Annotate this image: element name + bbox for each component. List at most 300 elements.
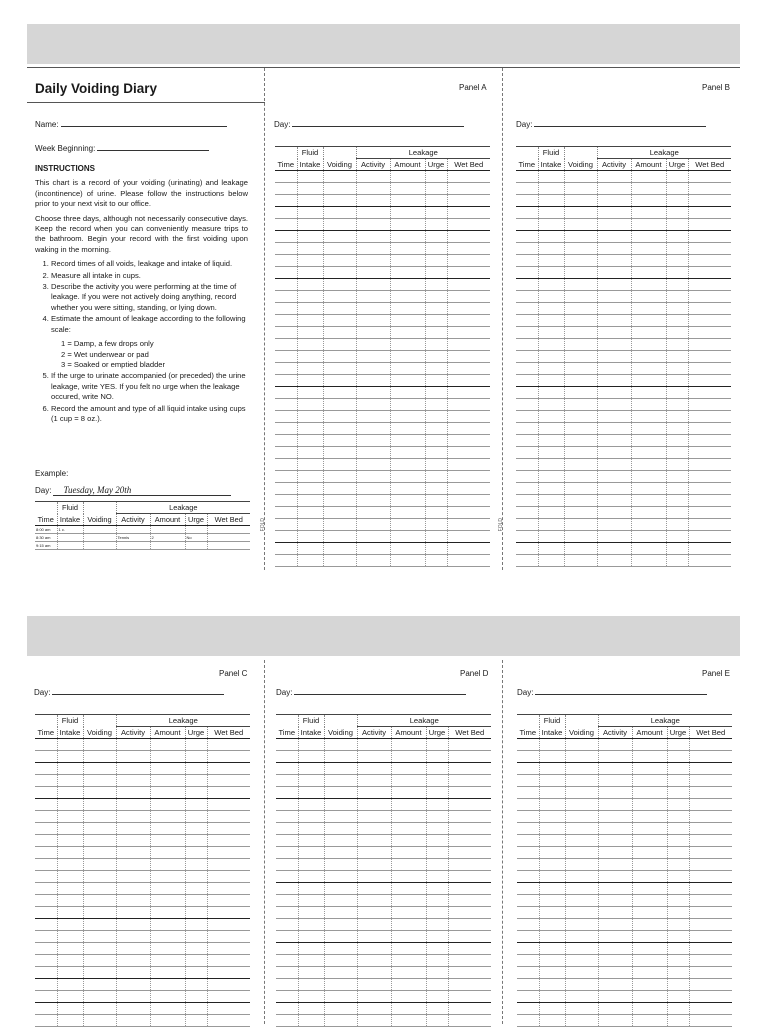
table-cell[interactable] — [298, 787, 324, 799]
table-cell[interactable] — [185, 739, 207, 751]
table-cell[interactable] — [564, 231, 597, 243]
table-cell[interactable] — [390, 483, 425, 495]
table-cell[interactable] — [597, 363, 631, 375]
table-cell[interactable] — [298, 859, 324, 871]
table-cell[interactable] — [597, 435, 631, 447]
table-cell[interactable] — [391, 1015, 426, 1027]
table-cell[interactable] — [538, 435, 564, 447]
table-cell[interactable] — [298, 835, 324, 847]
table-cell[interactable] — [564, 363, 597, 375]
table-cell[interactable] — [426, 883, 448, 895]
table-cell[interactable] — [298, 871, 324, 883]
table-cell[interactable] — [667, 1015, 689, 1027]
table-cell[interactable] — [83, 967, 116, 979]
table-cell[interactable] — [150, 979, 185, 991]
table-cell[interactable] — [631, 327, 666, 339]
table-cell[interactable] — [425, 519, 447, 531]
table-cell[interactable] — [356, 399, 390, 411]
table-cell[interactable] — [324, 871, 357, 883]
table-cell[interactable] — [631, 171, 666, 183]
table-cell[interactable] — [565, 943, 598, 955]
table-cell[interactable] — [688, 543, 731, 555]
table-cell[interactable] — [276, 967, 298, 979]
table-cell[interactable] — [667, 907, 689, 919]
table-cell[interactable] — [598, 991, 632, 1003]
table-cell[interactable] — [357, 907, 391, 919]
table-cell[interactable] — [116, 955, 150, 967]
table-cell[interactable] — [666, 291, 688, 303]
table-cell[interactable] — [516, 279, 538, 291]
table-cell[interactable] — [425, 279, 447, 291]
day-line[interactable] — [294, 694, 466, 695]
table-cell[interactable] — [632, 775, 667, 787]
table-cell[interactable] — [631, 339, 666, 351]
table-cell[interactable] — [448, 739, 491, 751]
table-cell[interactable] — [83, 931, 116, 943]
table-cell[interactable] — [323, 243, 356, 255]
table-cell[interactable] — [297, 471, 323, 483]
table-cell[interactable] — [631, 435, 666, 447]
table-cell[interactable] — [666, 471, 688, 483]
name-field[interactable] — [35, 120, 227, 129]
table-cell[interactable] — [426, 1015, 448, 1027]
table-cell[interactable] — [150, 847, 185, 859]
table-cell[interactable] — [390, 375, 425, 387]
table-cell[interactable] — [116, 787, 150, 799]
table-cell[interactable] — [598, 967, 632, 979]
table-cell[interactable] — [447, 423, 490, 435]
table-cell[interactable] — [564, 423, 597, 435]
table-cell[interactable] — [298, 907, 324, 919]
table-cell[interactable] — [298, 883, 324, 895]
table-cell[interactable] — [425, 315, 447, 327]
table-cell[interactable] — [631, 183, 666, 195]
table-cell[interactable] — [390, 195, 425, 207]
table-cell[interactable] — [391, 955, 426, 967]
table-cell[interactable] — [297, 219, 323, 231]
table-cell[interactable] — [666, 399, 688, 411]
table-cell[interactable] — [425, 291, 447, 303]
table-cell[interactable] — [426, 811, 448, 823]
table-cell[interactable] — [390, 471, 425, 483]
table-cell[interactable] — [425, 399, 447, 411]
table-cell[interactable] — [631, 555, 666, 567]
table-cell[interactable] — [116, 871, 150, 883]
table-cell[interactable] — [83, 907, 116, 919]
table-cell[interactable] — [689, 919, 732, 931]
table-cell[interactable] — [516, 519, 538, 531]
table-cell[interactable] — [275, 303, 297, 315]
table-cell[interactable] — [632, 955, 667, 967]
table-cell[interactable] — [631, 375, 666, 387]
table-cell[interactable] — [426, 871, 448, 883]
table-cell[interactable] — [538, 171, 564, 183]
table-cell[interactable] — [83, 847, 116, 859]
table-cell[interactable] — [666, 303, 688, 315]
table-cell[interactable] — [83, 823, 116, 835]
table-cell[interactable] — [356, 555, 390, 567]
table-cell[interactable] — [35, 799, 57, 811]
table-cell[interactable] — [324, 787, 357, 799]
table-cell[interactable] — [539, 739, 565, 751]
table-cell[interactable] — [185, 847, 207, 859]
table-cell[interactable] — [631, 399, 666, 411]
table-cell[interactable] — [631, 447, 666, 459]
table-cell[interactable] — [448, 859, 491, 871]
table-cell[interactable] — [447, 291, 490, 303]
table-cell[interactable] — [275, 543, 297, 555]
table-cell[interactable] — [517, 847, 539, 859]
table-cell[interactable] — [297, 303, 323, 315]
table-cell[interactable] — [207, 895, 250, 907]
table-cell[interactable] — [83, 919, 116, 931]
table-cell[interactable] — [667, 823, 689, 835]
table-cell[interactable] — [598, 739, 632, 751]
table-cell[interactable] — [298, 955, 324, 967]
table-cell[interactable] — [391, 895, 426, 907]
table-cell[interactable] — [83, 883, 116, 895]
table-cell[interactable] — [391, 787, 426, 799]
table-cell[interactable] — [357, 775, 391, 787]
table-cell[interactable] — [426, 955, 448, 967]
table-cell[interactable] — [688, 231, 731, 243]
table-cell[interactable] — [323, 279, 356, 291]
table-cell[interactable] — [564, 447, 597, 459]
table-cell[interactable] — [688, 531, 731, 543]
table-cell[interactable] — [632, 739, 667, 751]
table-cell[interactable] — [688, 483, 731, 495]
table-cell[interactable] — [517, 955, 539, 967]
table-cell[interactable] — [323, 327, 356, 339]
table-cell[interactable] — [150, 859, 185, 871]
table-cell[interactable] — [539, 799, 565, 811]
table-cell[interactable] — [185, 787, 207, 799]
table-cell[interactable] — [297, 315, 323, 327]
table-cell[interactable] — [298, 943, 324, 955]
table-cell[interactable] — [666, 255, 688, 267]
table-cell[interactable] — [116, 931, 150, 943]
table-cell[interactable] — [57, 943, 83, 955]
table-cell[interactable] — [276, 979, 298, 991]
table-cell[interactable] — [447, 279, 490, 291]
table-cell[interactable] — [539, 919, 565, 931]
table-cell[interactable] — [516, 351, 538, 363]
table-cell[interactable] — [565, 931, 598, 943]
table-cell[interactable] — [57, 859, 83, 871]
table-cell[interactable] — [539, 991, 565, 1003]
table-cell[interactable] — [298, 763, 324, 775]
table-cell[interactable] — [598, 799, 632, 811]
table-cell[interactable] — [297, 435, 323, 447]
table-cell[interactable] — [356, 519, 390, 531]
table-cell[interactable] — [597, 339, 631, 351]
table-cell[interactable] — [185, 931, 207, 943]
table-cell[interactable] — [83, 979, 116, 991]
table-cell[interactable] — [448, 811, 491, 823]
table-cell[interactable] — [689, 847, 732, 859]
table-cell[interactable] — [83, 811, 116, 823]
table-cell[interactable] — [597, 543, 631, 555]
table-cell[interactable] — [35, 991, 57, 1003]
table-cell[interactable] — [150, 739, 185, 751]
table-cell[interactable] — [448, 847, 491, 859]
table-cell[interactable] — [298, 991, 324, 1003]
table-cell[interactable] — [447, 411, 490, 423]
table-cell[interactable] — [689, 799, 732, 811]
week-field[interactable] — [35, 144, 209, 153]
table-cell[interactable] — [276, 799, 298, 811]
table-cell[interactable] — [116, 799, 150, 811]
table-cell[interactable] — [666, 495, 688, 507]
table-cell[interactable] — [516, 291, 538, 303]
table-cell[interactable] — [116, 1015, 150, 1027]
table-cell[interactable] — [667, 739, 689, 751]
table-cell[interactable] — [667, 811, 689, 823]
table-cell[interactable] — [666, 555, 688, 567]
table-cell[interactable] — [539, 931, 565, 943]
table-cell[interactable] — [390, 327, 425, 339]
table-cell[interactable] — [297, 375, 323, 387]
table-cell[interactable] — [207, 967, 250, 979]
table-cell[interactable] — [689, 835, 732, 847]
table-cell[interactable] — [297, 207, 323, 219]
table-cell[interactable] — [632, 907, 667, 919]
table-cell[interactable] — [688, 387, 731, 399]
table-cell[interactable] — [83, 739, 116, 751]
table-cell[interactable] — [448, 991, 491, 1003]
table-cell[interactable] — [539, 811, 565, 823]
table-cell[interactable] — [35, 847, 57, 859]
table-cell[interactable] — [538, 531, 564, 543]
table-cell[interactable] — [391, 859, 426, 871]
table-cell[interactable] — [356, 267, 390, 279]
table-cell[interactable] — [185, 943, 207, 955]
table-cell[interactable] — [356, 255, 390, 267]
table-cell[interactable] — [447, 495, 490, 507]
table-cell[interactable] — [598, 751, 632, 763]
table-cell[interactable] — [324, 811, 357, 823]
table-cell[interactable] — [425, 507, 447, 519]
table-cell[interactable] — [356, 231, 390, 243]
table-cell[interactable] — [425, 423, 447, 435]
table-cell[interactable] — [207, 871, 250, 883]
table-cell[interactable] — [275, 495, 297, 507]
table-cell[interactable] — [426, 967, 448, 979]
table-cell[interactable] — [324, 859, 357, 871]
table-cell[interactable] — [323, 255, 356, 267]
table-cell[interactable] — [516, 339, 538, 351]
table-cell[interactable] — [390, 495, 425, 507]
table-cell[interactable] — [425, 447, 447, 459]
table-cell[interactable] — [564, 555, 597, 567]
table-cell[interactable] — [390, 411, 425, 423]
table-cell[interactable] — [564, 339, 597, 351]
table-cell[interactable] — [516, 435, 538, 447]
table-cell[interactable] — [632, 1003, 667, 1015]
table-cell[interactable] — [150, 871, 185, 883]
table-cell[interactable] — [57, 1003, 83, 1015]
table-cell[interactable] — [356, 195, 390, 207]
table-cell[interactable] — [324, 883, 357, 895]
table-cell[interactable] — [35, 787, 57, 799]
table-cell[interactable] — [564, 171, 597, 183]
table-cell[interactable] — [632, 859, 667, 871]
table-cell[interactable] — [35, 835, 57, 847]
table-cell[interactable] — [356, 171, 390, 183]
table-cell[interactable] — [666, 459, 688, 471]
table-cell[interactable] — [538, 363, 564, 375]
table-cell[interactable] — [356, 471, 390, 483]
table-cell[interactable] — [538, 483, 564, 495]
table-cell[interactable] — [298, 895, 324, 907]
table-cell[interactable] — [688, 183, 731, 195]
table-cell[interactable] — [688, 195, 731, 207]
table-cell[interactable] — [116, 823, 150, 835]
table-cell[interactable] — [447, 471, 490, 483]
table-cell[interactable] — [688, 399, 731, 411]
table-cell[interactable] — [689, 751, 732, 763]
table-cell[interactable] — [632, 991, 667, 1003]
table-cell[interactable] — [666, 423, 688, 435]
table-cell[interactable] — [426, 1003, 448, 1015]
table-cell[interactable] — [688, 339, 731, 351]
table-cell[interactable] — [597, 447, 631, 459]
table-cell[interactable] — [275, 183, 297, 195]
table-cell[interactable] — [632, 1015, 667, 1027]
table-cell[interactable] — [564, 531, 597, 543]
table-cell[interactable] — [356, 207, 390, 219]
table-cell[interactable] — [57, 787, 83, 799]
table-cell[interactable] — [564, 195, 597, 207]
table-cell[interactable] — [276, 883, 298, 895]
table-cell[interactable] — [598, 763, 632, 775]
table-cell[interactable] — [116, 895, 150, 907]
table-cell[interactable] — [517, 907, 539, 919]
table-cell[interactable] — [356, 183, 390, 195]
table-cell[interactable] — [538, 495, 564, 507]
table-cell[interactable] — [447, 207, 490, 219]
table-cell[interactable] — [689, 907, 732, 919]
table-cell[interactable] — [666, 483, 688, 495]
table-cell[interactable] — [631, 483, 666, 495]
table-cell[interactable] — [324, 763, 357, 775]
table-cell[interactable] — [448, 979, 491, 991]
table-cell[interactable] — [356, 303, 390, 315]
table-cell[interactable] — [35, 739, 57, 751]
table-cell[interactable] — [517, 787, 539, 799]
table-cell[interactable] — [539, 775, 565, 787]
table-cell[interactable] — [150, 907, 185, 919]
table-cell[interactable] — [35, 763, 57, 775]
table-cell[interactable] — [116, 991, 150, 1003]
table-cell[interactable] — [185, 883, 207, 895]
table-cell[interactable] — [391, 919, 426, 931]
table-cell[interactable] — [116, 919, 150, 931]
table-cell[interactable] — [323, 375, 356, 387]
table-cell[interactable] — [516, 171, 538, 183]
table-cell[interactable] — [83, 871, 116, 883]
table-cell[interactable] — [426, 979, 448, 991]
table-cell[interactable] — [390, 531, 425, 543]
table-cell[interactable] — [150, 1003, 185, 1015]
table-cell[interactable] — [564, 519, 597, 531]
table-cell[interactable] — [276, 991, 298, 1003]
table-cell[interactable] — [597, 507, 631, 519]
table-cell[interactable] — [597, 483, 631, 495]
table-cell[interactable] — [447, 315, 490, 327]
table-cell[interactable] — [667, 883, 689, 895]
table-cell[interactable] — [426, 751, 448, 763]
table-cell[interactable] — [538, 303, 564, 315]
table-cell[interactable] — [597, 399, 631, 411]
table-cell[interactable] — [516, 315, 538, 327]
table-cell[interactable] — [666, 243, 688, 255]
table-cell[interactable] — [538, 207, 564, 219]
table-cell[interactable] — [275, 255, 297, 267]
table-cell[interactable] — [598, 847, 632, 859]
table-cell[interactable] — [298, 799, 324, 811]
table-cell[interactable] — [425, 327, 447, 339]
table-cell[interactable] — [297, 519, 323, 531]
table-cell[interactable] — [666, 207, 688, 219]
table-cell[interactable] — [297, 543, 323, 555]
table-cell[interactable] — [275, 279, 297, 291]
table-cell[interactable] — [426, 859, 448, 871]
table-cell[interactable] — [57, 763, 83, 775]
table-cell[interactable] — [276, 787, 298, 799]
table-cell[interactable] — [448, 883, 491, 895]
table-cell[interactable] — [390, 387, 425, 399]
table-cell[interactable] — [425, 531, 447, 543]
table-cell[interactable] — [667, 931, 689, 943]
table-cell[interactable] — [425, 411, 447, 423]
table-cell[interactable] — [390, 363, 425, 375]
table-cell[interactable] — [356, 423, 390, 435]
table-cell[interactable] — [425, 435, 447, 447]
table-cell[interactable] — [565, 1003, 598, 1015]
table-cell[interactable] — [539, 859, 565, 871]
table-cell[interactable] — [35, 751, 57, 763]
table-cell[interactable] — [688, 267, 731, 279]
table-cell[interactable] — [297, 483, 323, 495]
table-cell[interactable] — [564, 243, 597, 255]
table-cell[interactable] — [275, 231, 297, 243]
table-cell[interactable] — [538, 315, 564, 327]
table-cell[interactable] — [275, 327, 297, 339]
table-cell[interactable] — [323, 183, 356, 195]
table-cell[interactable] — [448, 931, 491, 943]
table-cell[interactable] — [688, 363, 731, 375]
table-cell[interactable] — [538, 507, 564, 519]
table-cell[interactable] — [150, 919, 185, 931]
table-cell[interactable] — [356, 339, 390, 351]
table-cell[interactable] — [356, 459, 390, 471]
table-cell[interactable] — [357, 967, 391, 979]
table-cell[interactable] — [666, 363, 688, 375]
table-cell[interactable] — [597, 471, 631, 483]
table-cell[interactable] — [207, 835, 250, 847]
table-cell[interactable] — [298, 931, 324, 943]
table-cell[interactable] — [324, 823, 357, 835]
table-cell[interactable] — [564, 435, 597, 447]
table-cell[interactable] — [426, 919, 448, 931]
table-cell[interactable] — [689, 931, 732, 943]
table-cell[interactable] — [631, 195, 666, 207]
table-cell[interactable] — [426, 775, 448, 787]
table-cell[interactable] — [447, 327, 490, 339]
table-cell[interactable] — [564, 303, 597, 315]
table-cell[interactable] — [631, 291, 666, 303]
